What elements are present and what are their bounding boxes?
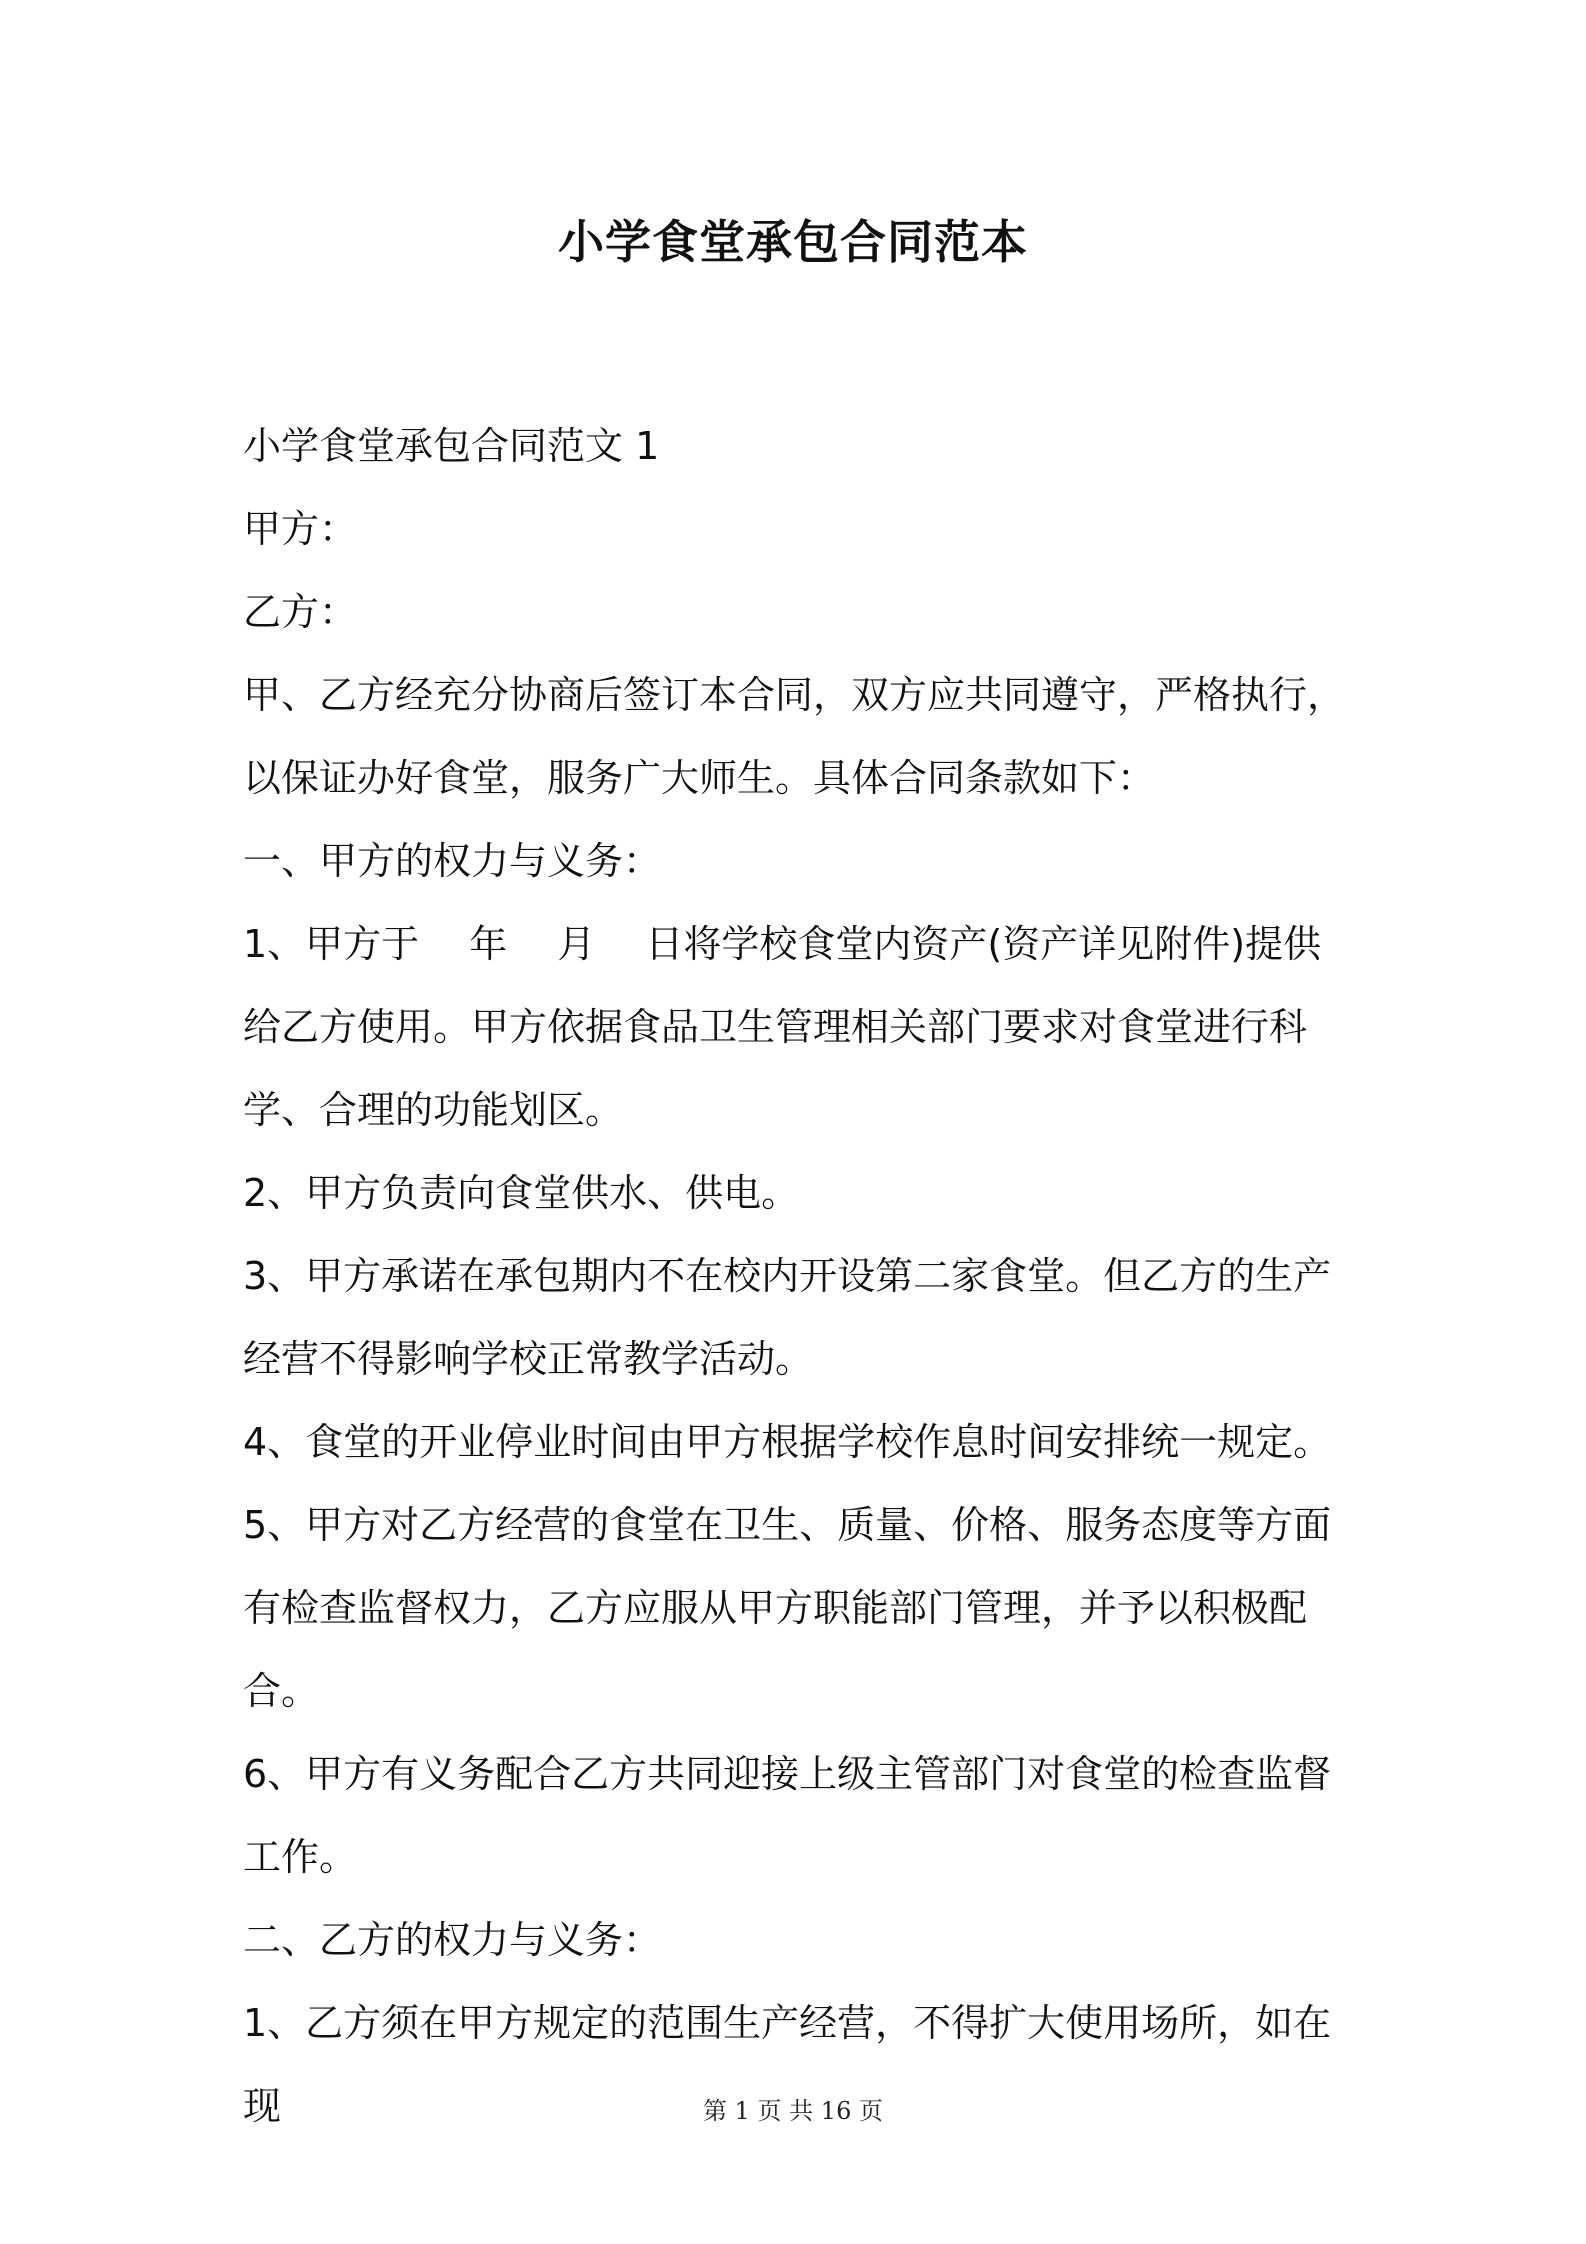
clause-a-3: 3、甲方承诺在承包期内不在校内开设第二家食堂。但乙方的生产经营不得影响学校正常教学活动。 xyxy=(243,1254,1332,1381)
document-body xyxy=(243,405,1359,2148)
clause-a-4: 4、食堂的开业停业时间由甲方根据学校作息时间安排统一规定。 xyxy=(243,1420,1332,1464)
party-b-line: 乙方： xyxy=(243,590,358,634)
clause-a-5: 5、甲方对乙方经营的食堂在卫生、质量、价格、服务态度等方面有检查监督权力，乙方应服从甲方职能部门管理，并予以积极配合。 xyxy=(243,1503,1332,1713)
clause-a-6: 6、甲方有义务配合乙方共同迎接上级主管部门对食堂的检查监督工作。 xyxy=(243,1752,1332,1879)
clause-b-1: 1、乙方须在甲方规定的范围生产经营，不得扩大使用场所，如在现 xyxy=(243,2001,1332,2128)
document-title: 小学食堂承包合同范本 xyxy=(558,215,1028,269)
clause-a-2: 2、甲方负责向食堂供水、供电。 xyxy=(243,1171,800,1215)
clause-heading-party-b: 二、乙方的权力与义务： xyxy=(243,1918,662,1962)
party-a-line: 甲方： xyxy=(243,507,358,551)
clause-heading-party-a: 一、甲方的权力与义务： xyxy=(243,839,662,883)
page-footer: 第 1 页 共 16 页 xyxy=(703,2097,883,2125)
preamble-paragraph: 甲、乙方经充分协商后签订本合同，双方应共同遵守，严格执行，以保证办好食堂，服务广大师生。具体合同条款如下： xyxy=(243,673,1346,800)
section-heading: 小学食堂承包合同范文 1 xyxy=(243,424,660,468)
clause-a-1: 1、甲方于 年 月 日将学校食堂内资产(资产详见附件)提供给乙方使用。甲方依据食品卫生管理相关部门要求对食堂进行科学、合理的功能划区。 xyxy=(243,922,1322,1132)
